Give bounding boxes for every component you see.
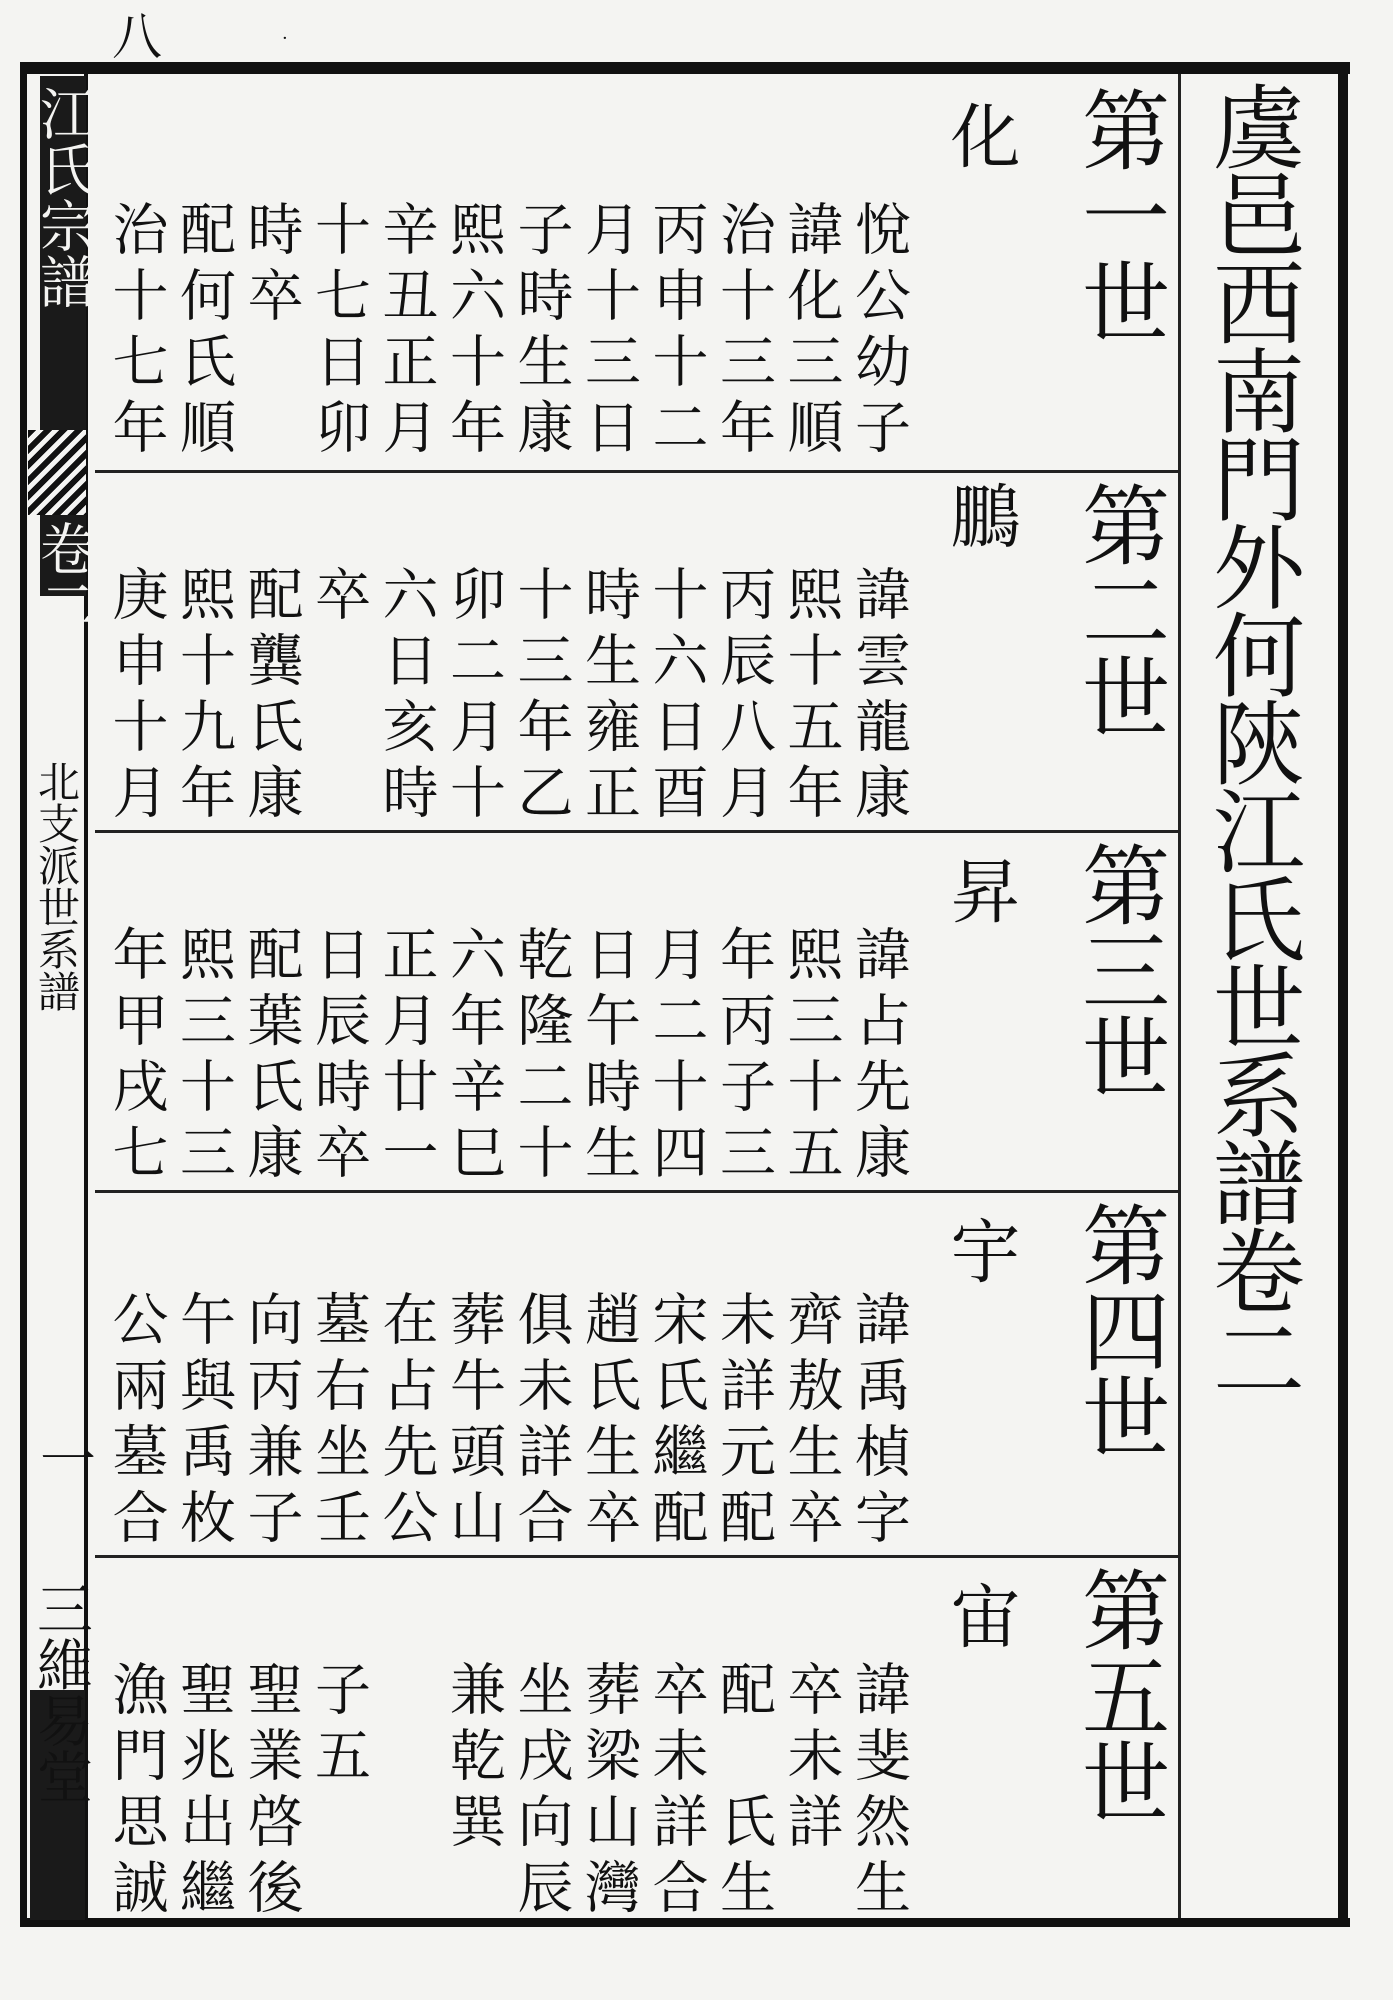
- text-column: 公兩墓合: [103, 1290, 169, 1554]
- text-column: 諱斐然生: [846, 1660, 911, 1924]
- text-column: 年甲戌七: [103, 925, 169, 1189]
- text-column: 時生雍正: [576, 565, 641, 829]
- text-column: 十七日卯: [306, 200, 371, 464]
- text-column: 卒未詳: [778, 1660, 844, 1858]
- margin-leaf-number: 一: [31, 1430, 96, 1486]
- text-column: 未詳元配: [711, 1290, 776, 1554]
- generation-label-1: 第一世: [1068, 85, 1171, 343]
- text-column: 配何氏順: [171, 200, 236, 464]
- text-column: 宋氏繼配: [643, 1290, 709, 1554]
- text-column: 時卒: [238, 200, 304, 332]
- row-divider: [95, 830, 1180, 833]
- text-column: 年丙子三: [711, 925, 776, 1189]
- text-column: 葬牛頭山: [441, 1290, 506, 1554]
- text-column: 葬梁山灣: [576, 1660, 641, 1924]
- generation-name-2: 鵬: [939, 480, 1021, 550]
- text-column: 配龔氏康: [238, 565, 304, 829]
- margin-volume: 卷二: [31, 520, 96, 632]
- text-column: 俱未詳合: [508, 1290, 574, 1554]
- text-column: 六年辛巳: [441, 925, 506, 1189]
- text-column: 墓右坐壬: [306, 1290, 371, 1554]
- text-column: 正月廿一: [373, 925, 439, 1189]
- border-left: [20, 62, 27, 1927]
- text-column: 月十三日: [576, 200, 641, 464]
- fish-tail-ornament: [28, 430, 86, 515]
- text-column: 辛丑正月: [373, 200, 439, 464]
- text-column: 治十七年: [103, 200, 169, 464]
- generation-name-3: 昇: [939, 855, 1021, 925]
- margin-section: 北支派世系譜: [32, 760, 81, 1012]
- text-column: 聖業啓後: [238, 1660, 304, 1924]
- text-column: 十三年乙: [508, 565, 574, 829]
- text-column: 諱占先康: [846, 925, 911, 1189]
- row-divider: [95, 470, 1180, 473]
- text-column: 庚申十月: [103, 565, 169, 829]
- text-column: 六日亥時: [373, 565, 439, 829]
- text-column: 子時生康: [508, 200, 574, 464]
- text-column: 熙三十三: [171, 925, 236, 1189]
- text-column: 日辰時卒: [306, 925, 371, 1189]
- text-column: 聖兆出繼: [171, 1660, 236, 1924]
- generation-name-4: 宇: [939, 1215, 1021, 1285]
- text-column: 諱化三順: [778, 200, 844, 464]
- text-column: 悅公幼子: [846, 200, 911, 464]
- text-column: 熙十九年: [171, 565, 236, 829]
- text-column: 日午時生: [576, 925, 641, 1189]
- generation-label-5: 第五世: [1068, 1565, 1171, 1823]
- text-column: 趙氏生卒: [576, 1290, 641, 1554]
- text-column: 卯二月十: [441, 565, 506, 829]
- page-title: 虞邑西南門外何陝江氏世系譜卷二: [1198, 80, 1305, 1400]
- text-column: 十六日酉: [643, 565, 709, 829]
- text-column: 坐戌向辰: [508, 1660, 574, 1924]
- text-column: 熙六十年: [441, 200, 506, 464]
- text-column: 丙申十二: [643, 200, 709, 464]
- text-column: 治十三年: [711, 200, 776, 464]
- text-column: 丙辰八月: [711, 565, 776, 829]
- text-column: 乾隆二十: [508, 925, 574, 1189]
- text-column: 月二十四: [643, 925, 709, 1189]
- text-column: 兼乾巽: [441, 1660, 506, 1858]
- text-column: 配 氏生: [711, 1660, 776, 1924]
- text-column: 熙十五年: [778, 565, 844, 829]
- generation-label-4: 第四世: [1068, 1200, 1171, 1458]
- tick-mark: ·: [282, 28, 288, 49]
- margin-hall-name: 三維易堂: [28, 1580, 93, 1804]
- text-column: 諱禹楨字: [846, 1290, 911, 1554]
- border-top: [20, 62, 1350, 74]
- text-column: 子五: [306, 1660, 371, 1792]
- text-column: 諱雲龍康: [846, 565, 911, 829]
- generation-name-1: 化: [939, 100, 1021, 170]
- generation-name-5: 宙: [939, 1580, 1021, 1650]
- text-column: 向丙兼子: [238, 1290, 304, 1554]
- generation-label-2: 第二世: [1068, 480, 1171, 738]
- page-number: 八: [104, 10, 162, 60]
- text-column: 午與禹枚: [171, 1290, 236, 1554]
- text-column: 卒: [306, 565, 371, 631]
- text-column: 熙三十五: [778, 925, 844, 1189]
- text-column: 齊敖生卒: [778, 1290, 844, 1554]
- text-column: 在占先公: [373, 1290, 439, 1554]
- generation-label-3: 第三世: [1068, 840, 1171, 1098]
- row-divider: [95, 1555, 1180, 1558]
- row-divider: [95, 1190, 1180, 1193]
- margin-book-title: 江氏宗譜: [31, 85, 96, 309]
- border-right: [1338, 62, 1348, 1927]
- text-column: 配葉氏康: [238, 925, 304, 1189]
- title-divider: [1178, 74, 1181, 1918]
- text-column: 漁門思誠: [103, 1660, 169, 1924]
- text-column: 卒未詳合: [643, 1660, 709, 1924]
